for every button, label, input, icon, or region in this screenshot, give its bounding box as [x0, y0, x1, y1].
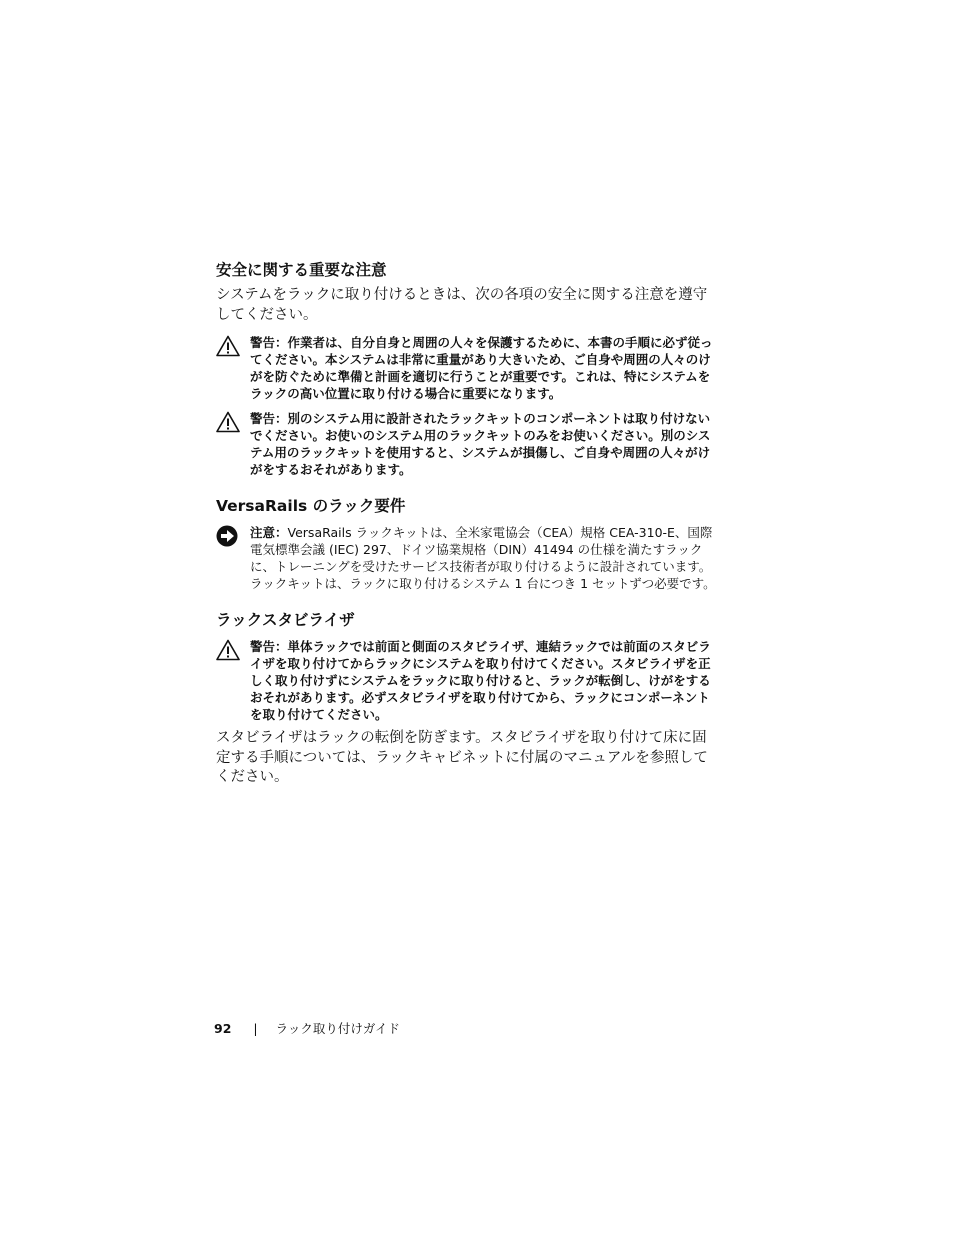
warning-note-2 [216, 410, 718, 478]
warning-text: 別のシステム用に設計されたラックキットのコンポーネントは取り付けないでください。お使いのシステム用のラックキットのみをお使いください。別のシステム用のラックキットを使用すると、システムが損傷し、ご自身や周囲の人々がけがをするおそれがあります。 [250, 411, 711, 477]
caution-arrow-icon [216, 525, 240, 547]
warning-text: 単体ラックでは前面と側面のスタビライザ、連結ラックでは前面のスタビライザを取り付けてからラックにシステムを取り付けてください。スタビライザを正しく取り付けずにシステムをラックに取り付けると、ラックが転倒し、けがをするおそれがあります。必ずスタビライザを取り付けてから、ラックにコンポーネントを取り付けてください。 [250, 639, 711, 722]
caution-note [216, 524, 718, 592]
footer-title: ラック取り付けガイド [275, 1021, 401, 1036]
section-heading-stabilizer: ラックスタビライザ [216, 611, 355, 629]
page-footer [214, 1020, 400, 1038]
stabilizer-body: スタビライザはラックの転倒を防ぎます。スタビライザを取り付けて床に固定する手順については、ラックキャビネットに付属のマニュアルを参照してください。 [216, 730, 708, 785]
warning-label: 警告： [250, 335, 288, 350]
warning-text: 作業者は、自分自身と周囲の人々を保護するために、本書の手順に必ず従ってください。本システムは非常に重量があり大きいため、ご自身や周囲の人々のけがを防ぐために準備と計画を適切に行うことが重要です。これは、特にシステムをラックの高い位置に取り付ける場合に重要になります。 [250, 335, 713, 401]
page-number: 92 [214, 1021, 232, 1036]
warning-label: 警告： [250, 639, 288, 654]
safety-intro: システムをラックに取り付けるときは、次の各項の安全に関する注意を遵守してください。 [216, 287, 708, 323]
section-heading-versarails: VersaRails のラック要件 [216, 497, 406, 515]
caution-text: VersaRails ラックキットは、全米家電協会（CEA）規格 CEA-310-E、国際電気標準会議 (IEC) 297、ドイツ協業規格（DIN）41494 の仕様を満たすラックに、トレーニングを受けたサービス技術者が取り付けるように設計されています。ラックキットは、ラックに取り付けるシステム 1 台につき 1 セットずつ必要です。 [250, 525, 716, 591]
warning-label: 警告： [250, 411, 288, 426]
footer-separator: | [253, 1021, 258, 1036]
warning-note-3 [216, 638, 718, 723]
caution-label: 注意： [250, 525, 288, 540]
warning-icon [216, 411, 240, 433]
section-heading-safety: 安全に関する重要な注意 [216, 261, 387, 279]
warning-icon [216, 335, 240, 357]
page-content [216, 258, 718, 788]
warning-note-1 [216, 334, 718, 402]
warning-icon [216, 639, 240, 661]
